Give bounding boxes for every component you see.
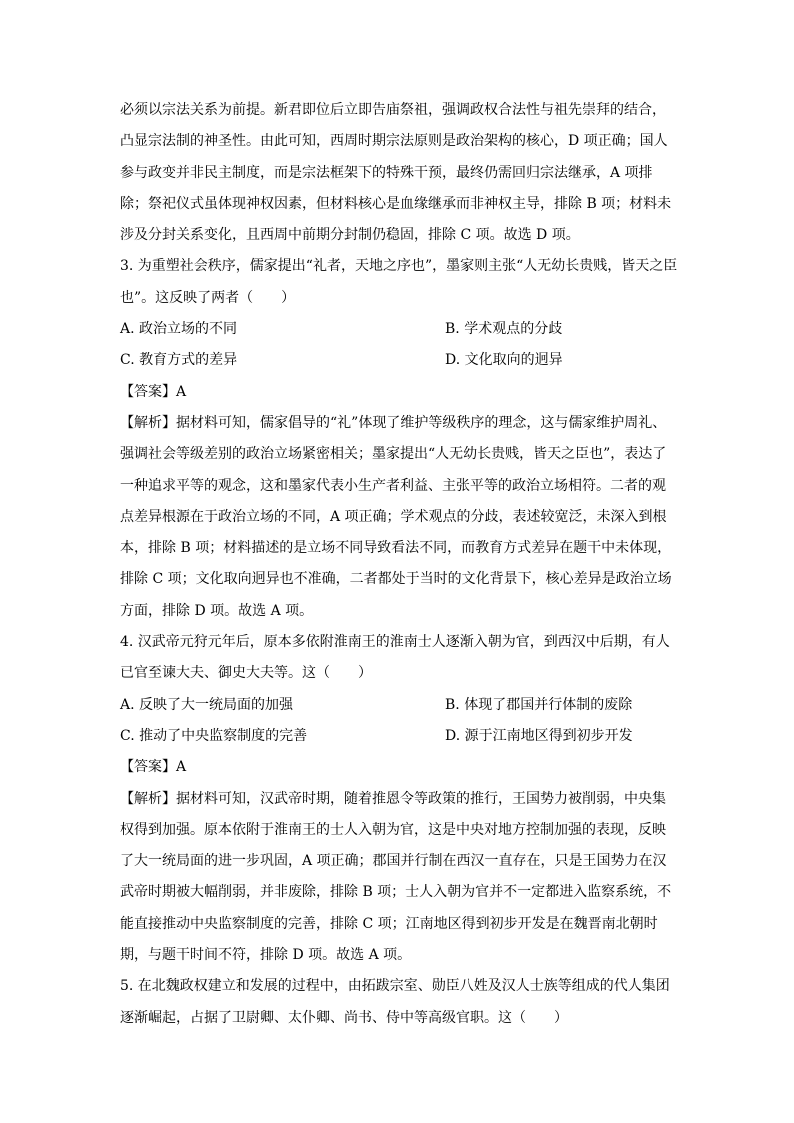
options-row — [120, 345, 680, 376]
analysis-line: 本，排除 B 项；材料描述的是立场不同导致看法不同，而教育方式差异在题干中未体现， — [120, 540, 672, 557]
analysis-line: 了大一统局面的进一步巩固，A 项正确；郡国并行制在西汉一直存在，只是王国势力在汉 — [120, 853, 667, 870]
option-a: A. 反映了大一统局面的加强 — [120, 696, 294, 713]
analysis-line: 能直接推动中央监察制度的完善，排除 C 项；江南地区得到初步开发是在魏晋南北朝时 — [120, 915, 658, 932]
analysis-line: 一种追求平等的观念，这和墨家代表小生产者利益、主张平等的政治立场相符。二者的观 — [120, 477, 666, 494]
option-b: B. 学术观点的分歧 — [445, 321, 563, 338]
document-content — [120, 95, 680, 1034]
intro-paragraph — [120, 95, 680, 251]
question-5 — [120, 971, 680, 1034]
option-c: C. 教育方式的差异 — [120, 352, 238, 369]
option-d: D. 文化取向的迥异 — [445, 352, 563, 369]
question-3 — [120, 251, 680, 627]
analysis-line: 【解析】据材料可知，儒家倡导的“礼”体现了维护等级秩序的理念，这与儒家维护周礼、 — [120, 414, 667, 431]
question-stem-line: 逐渐崛起，占据了卫尉卿、太仆卿、尚书、侍中等高级官职。这（ ） — [120, 1009, 568, 1026]
question-stem-line: 3. 为重塑社会秩序，儒家提出“礼者，天地之序也”，墨家则主张“人无幼长贵贱，皆天之臣 — [120, 258, 678, 275]
options-row — [120, 690, 680, 721]
text-line: 必须以宗法关系为前提。新君即位后立即告庙祭祖，强调政权合法性与祖先崇拜的结合， — [120, 102, 666, 118]
option-d: D. 源于江南地区得到初步开发 — [445, 727, 633, 744]
question-stem-line: 4. 汉武帝元狩元年后，原本多依附淮南王的淮南士人逐渐入朝为官，到西汉中后期，有人 — [120, 634, 670, 651]
question-stem-line: 已官至谏大夫、御史大夫等。这（ ） — [120, 665, 372, 682]
question-4 — [120, 627, 680, 971]
question-stem-line: 5. 在北魏政权建立和发展的过程中，由拓跋宗室、勋臣八姓及汉人士族等组成的代人集团 — [120, 978, 670, 995]
option-b: B. 体现了郡国并行体制的废除 — [445, 696, 633, 713]
option-a: A. 政治立场的不同 — [120, 321, 238, 338]
analysis-line: 【解析】据材料可知，汉武帝时期，随着推恩令等政策的推行，王国势力被削弱，中央集 — [120, 790, 666, 807]
analysis-line: 期，与题干时间不符，排除 D 项。故选 A 项。 — [120, 947, 412, 964]
text-line: 涉及分封关系变化，且西周中前期分封制仍稳固，排除 C 项。故选 D 项。 — [120, 227, 580, 244]
answer-line: 【答案】A — [120, 759, 187, 776]
question-stem-line: 也”。这反映了两者（ ） — [120, 289, 296, 306]
analysis-line: 排除 C 项；文化取向迥异也不准确，二者都处于当时的文化背景下，核心差异是政治立场 — [120, 571, 672, 588]
options-row — [120, 721, 680, 752]
answer-line: 【答案】A — [120, 383, 187, 400]
analysis-line: 强调社会等级差别的政治立场紧密相关；墨家提出“人无幼长贵贱，皆天之臣也”，表达了 — [120, 446, 667, 463]
text-line: 凸显宗法制的神圣性。由此可知，西周时期宗法原则是政治架构的核心，D 项正确；国人 — [120, 133, 668, 150]
text-line: 参与政变并非民主制度，而是宗法框架下的特殊干预，最终仍需回归宗法继承，A 项排 — [120, 164, 653, 181]
option-c: C. 推动了中央监察制度的完善 — [120, 727, 308, 744]
analysis-line: 点差异根源在于政治立场的不同，A 项正确；学术观点的分歧，表述较宽泛，未深入到根 — [120, 508, 667, 525]
analysis-line: 权得到加强。原本依附于淮南王的士人入朝为官，这是中央对地方控制加强的表现，反映 — [120, 821, 666, 838]
text-line: 除；祭祀仪式虽体现神权因素，但材料核心是血缘继承而非神权主导，排除 B 项；材料未 — [120, 195, 672, 212]
options-row — [120, 314, 680, 345]
analysis-line: 武帝时期被大幅削弱，并非废除，排除 B 项；士人入朝为官并不一定都进入监察系统，不 — [120, 884, 672, 901]
analysis-line: 方面，排除 D 项。故选 A 项。 — [120, 602, 314, 619]
